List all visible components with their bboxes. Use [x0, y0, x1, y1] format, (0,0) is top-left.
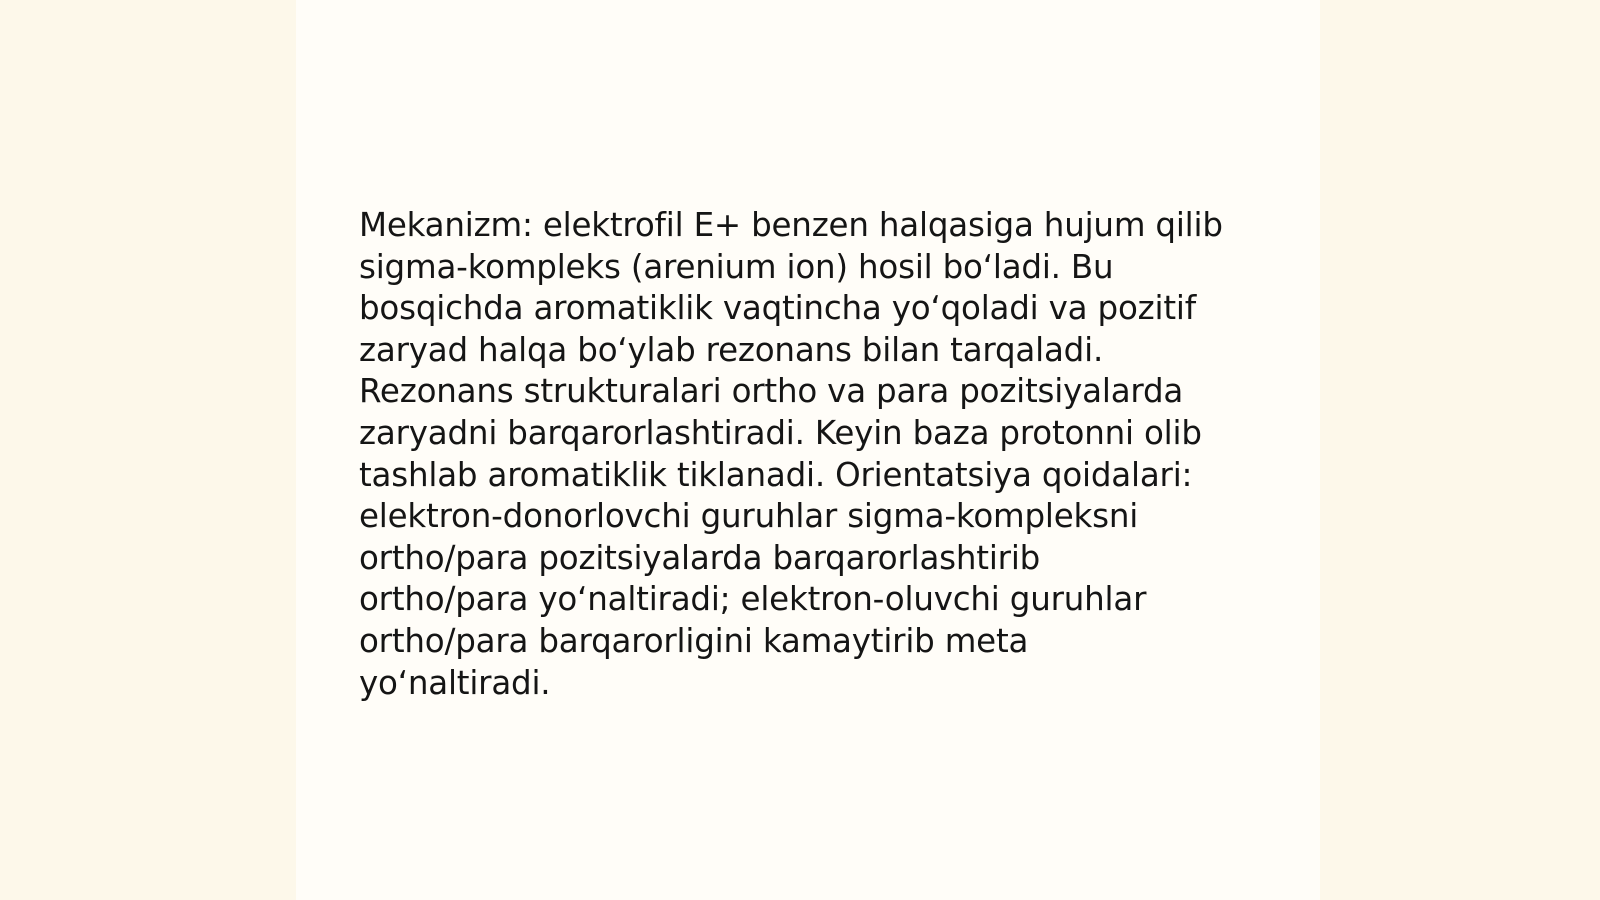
paragraph-line: elektron-donorlovchi guruhlar sigma-kompleksni [359, 497, 1139, 536]
paragraph-line: ortho/para pozitsiyalarda barqarorlashtirib [359, 538, 1041, 577]
paragraph-line: zaryad halqa bo‘ylab rezonans bilan tarqaladi. [359, 330, 1104, 369]
paragraph-line: ortho/para barqarorligini kamaytirib meta [359, 621, 1029, 660]
paragraph-line: zaryadni barqarorlashtiradi. Keyin baza protonni olib [359, 413, 1202, 452]
paragraph-line: Mekanizm: elektrofil E+ benzen halqasiga hujum qilib [359, 206, 1223, 244]
paragraph-line: sigma-kompleks (arenium ion) hosil bo‘ladi. Bu [359, 247, 1114, 286]
paragraph-line: yo‘naltiradi. [359, 663, 551, 702]
document-page [296, 0, 1320, 900]
paragraph-line: Rezonans strukturalari ortho va para pozitsiyalarda [359, 372, 1184, 411]
paragraph-line: ortho/para yo‘naltiradi; elektron-oluvchi guruhlar [359, 580, 1147, 619]
paragraph-line: tashlab aromatiklik tiklanadi. Orientatsiya qoidalari: [359, 455, 1193, 494]
mechanism-paragraph [359, 205, 1259, 704]
paragraph-line: bosqichda aromatiklik vaqtincha yo‘qoladi va pozitif [359, 289, 1196, 328]
